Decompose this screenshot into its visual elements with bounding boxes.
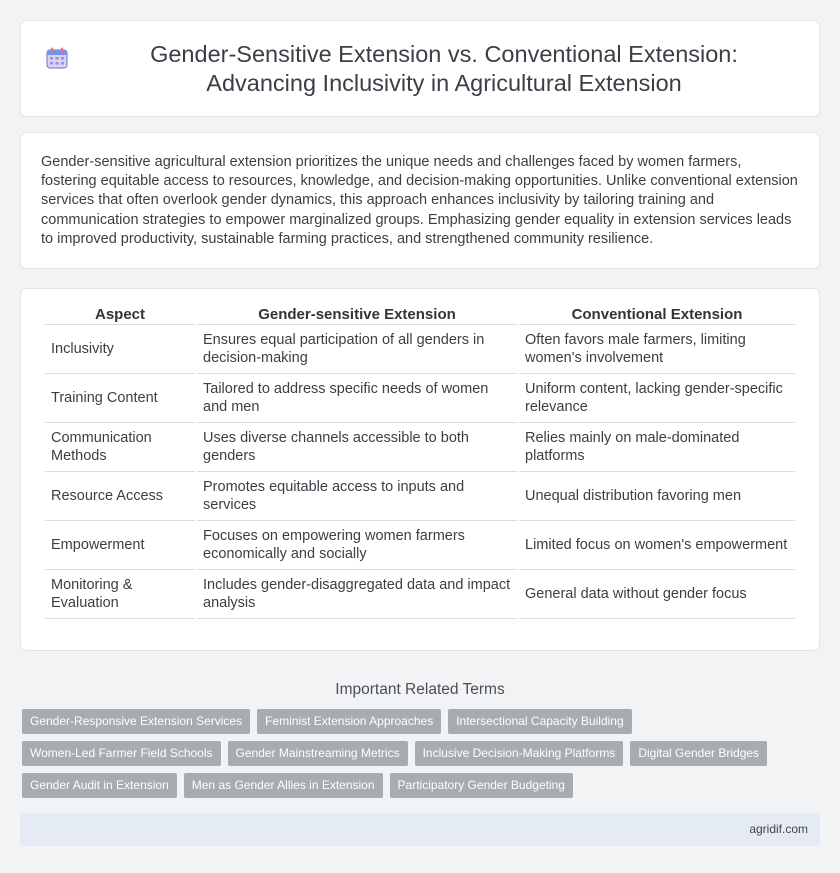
- related-term-tag[interactable]: Gender-Responsive Extension Services: [22, 709, 250, 734]
- table-cell-conventional: Relies mainly on male-dominated platforms: [519, 423, 795, 472]
- related-term-tag[interactable]: Intersectional Capacity Building: [448, 709, 631, 734]
- related-terms-tags: [0, 709, 840, 805]
- related-terms-title: Important Related Terms: [335, 681, 505, 698]
- table-row: [45, 325, 795, 374]
- table-cell-gender-sensitive: Promotes equitable access to inputs and services: [197, 472, 517, 521]
- table-cell-aspect: Training Content: [45, 374, 195, 423]
- related-term-tag[interactable]: Feminist Extension Approaches: [257, 709, 441, 734]
- related-term-tag[interactable]: Participatory Gender Budgeting: [390, 773, 573, 798]
- table-row: [45, 570, 795, 619]
- column-header-aspect: Aspect: [45, 301, 195, 325]
- table-cell-aspect: Communication Methods: [45, 423, 195, 472]
- footer-site-link[interactable]: agridif.com: [749, 822, 808, 836]
- page-title: Gender-Sensitive Extension vs. Conventional Extension: Advancing Inclusivity in Agricultural Extension: [150, 40, 738, 96]
- table-cell-gender-sensitive: Tailored to address specific needs of women and men: [197, 374, 517, 423]
- table-cell-gender-sensitive: Uses diverse channels accessible to both genders: [197, 423, 517, 472]
- related-term-tag[interactable]: Women-Led Farmer Field Schools: [22, 741, 221, 766]
- related-terms-section: [0, 681, 840, 805]
- table-cell-conventional: General data without gender focus: [519, 570, 795, 619]
- calendar-icon: [45, 46, 69, 70]
- table-cell-conventional: Often favors male farmers, limiting women's involvement: [519, 325, 795, 374]
- column-header-gender-sensitive: Gender-sensitive Extension: [197, 301, 517, 325]
- related-term-tag[interactable]: Men as Gender Allies in Extension: [184, 773, 383, 798]
- table-cell-gender-sensitive: Ensures equal participation of all genders in decision-making: [197, 325, 517, 374]
- related-term-tag[interactable]: Gender Mainstreaming Metrics: [228, 741, 408, 766]
- table-cell-aspect: Empowerment: [45, 521, 195, 570]
- table-cell-gender-sensitive: Focuses on empowering women farmers economically and socially: [197, 521, 517, 570]
- header-card: [20, 20, 820, 117]
- related-term-tag[interactable]: Digital Gender Bridges: [630, 741, 767, 766]
- related-term-tag[interactable]: Inclusive Decision-Making Platforms: [415, 741, 624, 766]
- table-row: [45, 521, 795, 570]
- related-term-tag[interactable]: Gender Audit in Extension: [22, 773, 177, 798]
- footer: [20, 813, 820, 846]
- table-cell-conventional: Unequal distribution favoring men: [519, 472, 795, 521]
- table-row: [45, 423, 795, 472]
- table-cell-gender-sensitive: Includes gender-disaggregated data and impact analysis: [197, 570, 517, 619]
- intro-text: Gender-sensitive agricultural extension prioritizes the unique needs and challenges faced by women farmers, fostering equitable access to resources, knowledge, and decision-making opportunities. Unlike conventional extension services that often overlook gender dynamics, this approach enhances inclusivity by tailoring training and communication strategies to empower marginalized groups. Emphasizing gender equality in extension services leads to improved productivity, sustainable farming practices, and strengthened community resilience.: [41, 154, 798, 247]
- table-cell-aspect: Monitoring & Evaluation: [45, 570, 195, 619]
- intro-card: [20, 132, 820, 269]
- comparison-table: [43, 301, 797, 619]
- table-header-row: [45, 301, 795, 325]
- table-cell-conventional: Uniform content, lacking gender-specific relevance: [519, 374, 795, 423]
- column-header-conventional: Conventional Extension: [519, 301, 795, 325]
- table-row: [45, 374, 795, 423]
- table-cell-aspect: Inclusivity: [45, 325, 195, 374]
- comparison-table-card: [20, 288, 820, 651]
- table-cell-conventional: Limited focus on women's empowerment: [519, 521, 795, 570]
- table-row: [45, 472, 795, 521]
- table-cell-aspect: Resource Access: [45, 472, 195, 521]
